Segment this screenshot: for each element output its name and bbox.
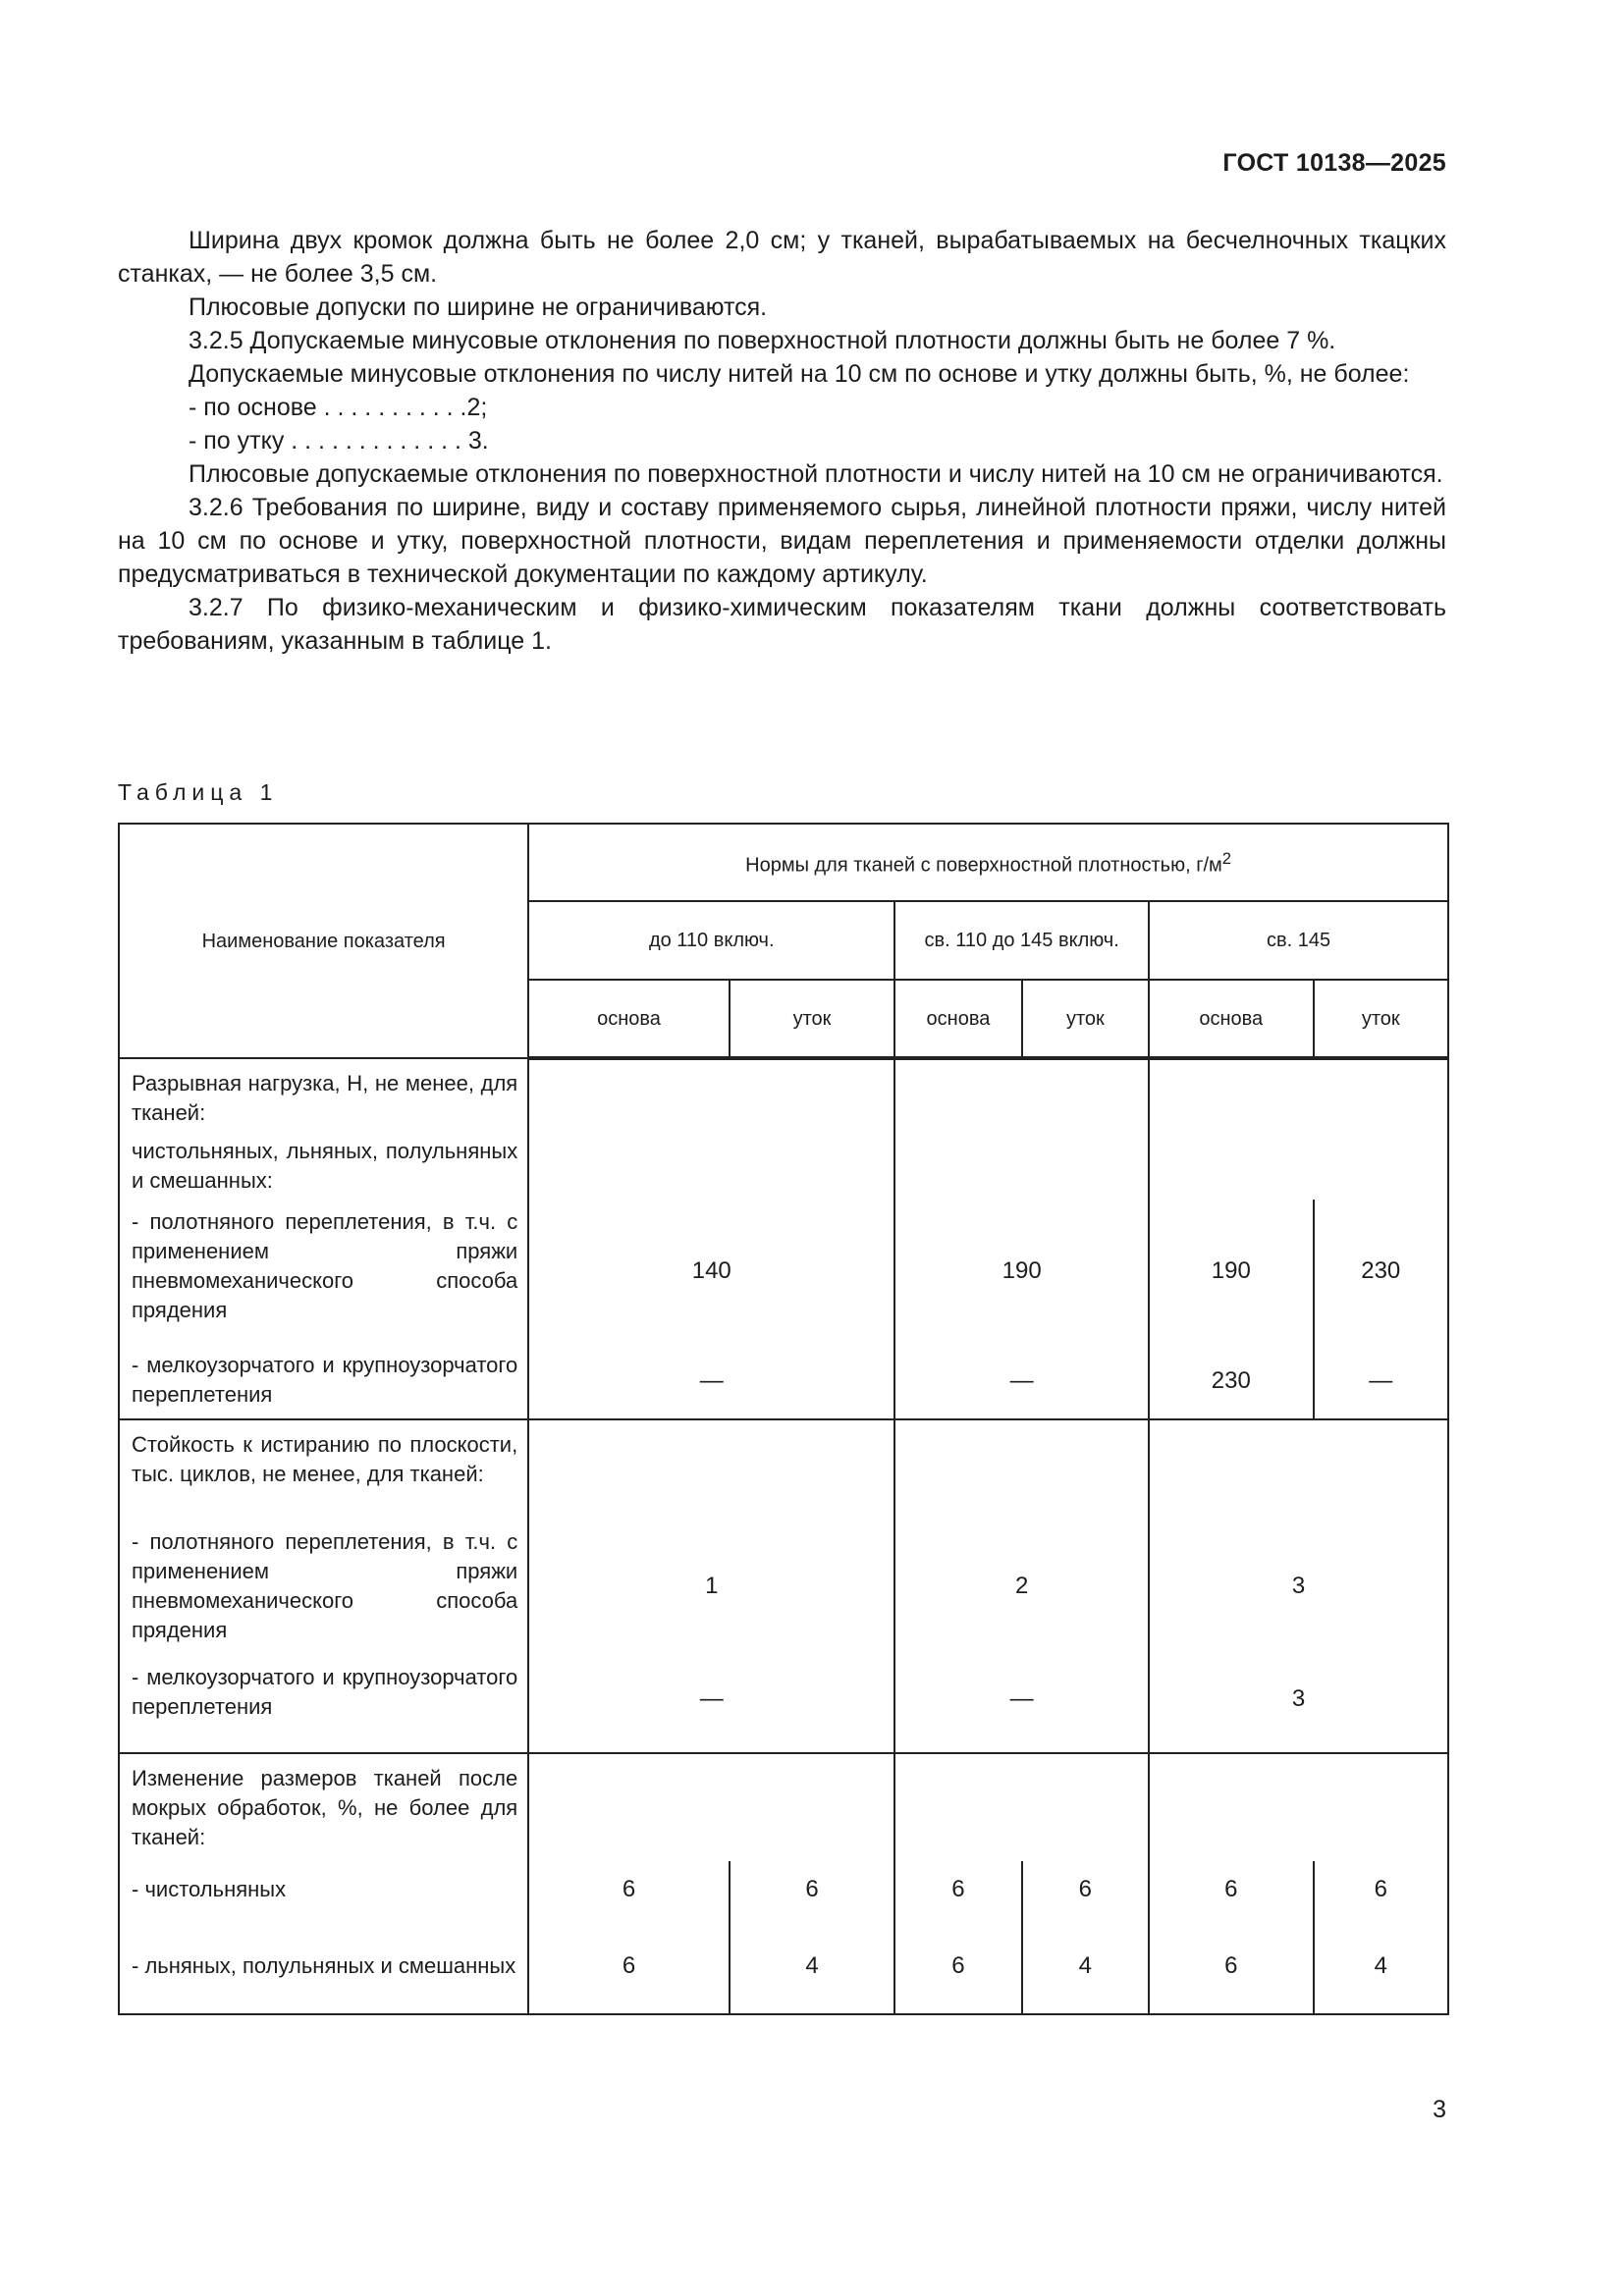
header-indicator-name: Наименование показателя [119, 824, 528, 1058]
header-norms [528, 824, 1448, 901]
standard-designation: ГОСТ 10138—2025 [1222, 149, 1446, 177]
header-group: св. 145 [1149, 901, 1448, 980]
header-sub: уток [1314, 980, 1448, 1058]
table-cell: — [894, 1645, 1149, 1753]
paragraph: Допускаемые минусовые отклонения по числу нитей на 10 см по основе и утку должны быть, %, не более: [189, 360, 1410, 388]
row-label: - чистольняных [119, 1861, 528, 1918]
table-cell: 4 [730, 1918, 894, 2014]
row-label: - полотняного переплетения, в т.ч. с применением пряжи пневмомеханического способа прядения [119, 1200, 528, 1343]
row-label: Изменение размеров тканей после мокрых обработок, %, не более для тканей: [119, 1753, 528, 1861]
header-sub: уток [1022, 980, 1149, 1058]
header-group: св. 110 до 145 включ. [894, 901, 1149, 980]
page-number: 3 [1433, 2096, 1446, 2123]
table-cell: 3 [1149, 1527, 1448, 1645]
paragraph: 3.2.5 Допускаемые минусовые отклонения по поверхностной плотности должны быть не более 7 %. [189, 327, 1336, 354]
table-cell: 2 [894, 1527, 1149, 1645]
table-1 [118, 823, 1449, 2015]
table-cell: 3 [1149, 1645, 1448, 1753]
header-sub: основа [1149, 980, 1313, 1058]
row-label: - мелкоузорчатого и крупноузорчатого переплетения [119, 1343, 528, 1419]
table-cell: 6 [1022, 1861, 1149, 1918]
paragraph: Плюсовые допуски по ширине не ограничиваются. [189, 294, 768, 321]
header-group: до 110 включ. [528, 901, 894, 980]
list-item: - по основе . . . . . . . . . . .2; [189, 394, 488, 421]
table-cell: 230 [1149, 1343, 1313, 1419]
table-cell: 6 [1149, 1918, 1313, 2014]
row-label: Стойкость к истиранию по плоскости, тыс. циклов, не менее, для тканей: [119, 1419, 528, 1527]
table-cell: 190 [894, 1200, 1149, 1343]
table-cell: 6 [730, 1861, 894, 1918]
row-label: чистольняных, льняных, полульняных и смешанных: [119, 1129, 528, 1200]
table-cell: 4 [1022, 1918, 1149, 2014]
table-cell: 6 [894, 1918, 1021, 2014]
table-cell: 190 [1149, 1200, 1313, 1343]
table-cell: 1 [528, 1527, 894, 1645]
list-item: - по утку . . . . . . . . . . . . . 3. [189, 427, 489, 454]
row-label: - льняных, полульняных и смешанных [119, 1918, 528, 2014]
header-sub: уток [730, 980, 894, 1058]
paragraph: Ширина двух кромок должна быть не более 2,0 см; у тканей, вырабатываемых на бесчелночных ткацких станках, — не более 3,5 см. [118, 227, 1446, 288]
table-cell: 6 [1149, 1861, 1313, 1918]
paragraph: 3.2.7 По физико-механическим и физико-химическим показателям ткани должны соответствовать требованиям, указанным в таблице 1. [118, 594, 1446, 655]
table-cell: 6 [528, 1861, 730, 1918]
header-norms-text: Нормы для тканей с поверхностной плотностью, г/м [745, 854, 1222, 877]
table-caption: Таблица 1 [118, 779, 279, 805]
table-cell: — [528, 1645, 894, 1753]
row-label: - мелкоузорчатого и крупноузорчатого переплетения [119, 1645, 528, 1753]
table-cell: 6 [1314, 1861, 1448, 1918]
table-cell: 4 [1314, 1918, 1448, 2014]
row-label: Разрывная нагрузка, Н, не менее, для тканей: [119, 1058, 528, 1129]
table-cell: 140 [528, 1200, 894, 1343]
body-text [118, 224, 1446, 658]
table-cell: 230 [1314, 1200, 1448, 1343]
table-cell: — [894, 1343, 1149, 1419]
paragraph: Плюсовые допускаемые отклонения по поверхностной плотности и числу нитей на 10 см не ограничиваются. [189, 460, 1443, 488]
table-cell: 6 [894, 1861, 1021, 1918]
table-cell: — [528, 1343, 894, 1419]
header-sub: основа [528, 980, 730, 1058]
header-norms-sup: 2 [1221, 849, 1232, 869]
row-label: - полотняного переплетения, в т.ч. с применением пряжи пневмомеханического способа прядения [119, 1527, 528, 1645]
paragraph: 3.2.6 Требования по ширине, виду и составу применяемого сырья, линейной плотности пряжи, числу нитей на 10 см по основе и утку, поверхностной плотности, видам переплетения и применяемости отделки должны предусматриваться в технической документации по каждому артикулу. [118, 494, 1446, 588]
table-cell: 6 [528, 1918, 730, 2014]
table-cell: — [1314, 1343, 1448, 1419]
header-sub: основа [894, 980, 1021, 1058]
